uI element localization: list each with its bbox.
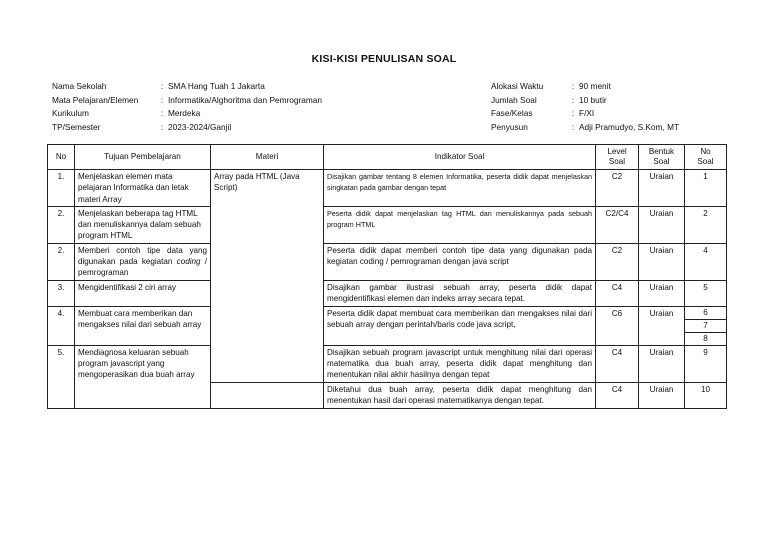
row-nosoal: 9: [685, 345, 727, 382]
meta-value: 2023-2024/Ganjil: [168, 121, 232, 132]
meta-colon: :: [571, 81, 575, 91]
row-no: 1.: [48, 170, 75, 207]
meta-label: Fase/Kelas: [491, 108, 533, 119]
row-indikator: Disajikan gambar tentang 8 elemen Informatika, peserta didik dapat menjelaskan singkatan pada gambar dengan tepat: [324, 170, 596, 207]
table-row: [48, 243, 727, 280]
row-tujuan: Mengidentifikasi 2 ciri array: [75, 280, 211, 306]
row-tujuan: Membuat cara memberikan dan mengakses nilai dari sebuah array: [75, 306, 211, 345]
row-no: 2.: [48, 206, 75, 243]
meta-row-time: [491, 80, 679, 94]
row-level: C2/C4: [596, 206, 639, 243]
row-bentuk: Uraian: [639, 345, 685, 382]
meta-value: SMA Hang Tuah 1 Jakarta: [168, 81, 265, 91]
meta-row-count: [491, 94, 679, 108]
row-level: C2: [596, 170, 639, 207]
table-row: [48, 280, 727, 306]
row-bentuk: Uraian: [639, 280, 685, 306]
header-no: No: [48, 145, 75, 170]
row-indikator: Diketahui dua buah array, peserta didik dapat menghitung dan menentukan hasil dari operasi matematikanya dengan tepat.: [324, 382, 596, 408]
meta-value: 90 menit: [579, 81, 611, 91]
meta-value: Merdeka: [168, 108, 201, 119]
row-materi: Array pada HTML (Java Script): [211, 170, 324, 383]
row-materi-empty: [211, 382, 324, 408]
header-bentuk-line2: Soal: [653, 157, 670, 166]
row-tujuan-italic: coding: [176, 257, 201, 267]
header-tujuan: Tujuan Pembelajaran: [75, 145, 211, 170]
meta-value: Adji Pramudyo, S.Kom, MT: [579, 121, 680, 132]
row-indikator: Peserta didik dapat membuat cara memberikan dan mengakses nilai dari sebuah array dengan perintah/baris code java script,: [324, 306, 596, 345]
meta-colon: :: [160, 81, 164, 91]
meta-colon: :: [571, 108, 575, 119]
row-nosoal: 6: [685, 307, 726, 320]
row-indikator: Disajikan gambar ilustrasi sebuah array, peserta didik dapat mengidentifikasi elemen dan indeks array secara tepat.: [324, 280, 596, 306]
row-bentuk: Uraian: [639, 243, 685, 280]
row-tujuan: Mendiagnosa keluaran sebuah program javascript yang mengoperasikan dua buah array: [75, 345, 211, 408]
meta-left-block: [52, 80, 322, 134]
header-materi: Materi: [211, 145, 324, 170]
row-bentuk: Uraian: [639, 170, 685, 207]
header-nosoal-line2: Soal: [697, 157, 714, 166]
meta-value: F/XI: [579, 108, 595, 119]
row-nosoal: 2: [685, 206, 727, 243]
meta-label: Kurikulum: [52, 108, 89, 119]
table-row: [48, 306, 727, 345]
row-nosoal: 8: [703, 333, 708, 343]
meta-row-subject: [52, 94, 322, 108]
meta-right-block: [491, 80, 679, 134]
meta-label: Alokasi Waktu: [491, 81, 544, 91]
meta-colon: :: [160, 94, 164, 105]
header-level: [596, 145, 639, 170]
row-tujuan: Menjelaskan beberapa tag HTML dan menuliskannya dalam sebuah program HTML: [75, 206, 211, 243]
row-no: 4.: [48, 306, 75, 345]
row-indikator: Disajikan sebuah program javascript untuk menghitung nilai dari operasi matematika dua buah array, peserta didik dapat menghitung dan menentukan nilai akhir hasilnya dengan tepat: [324, 345, 596, 382]
table-row: [48, 170, 727, 207]
row-nosoal: 7: [685, 320, 726, 333]
row-nosoal: 10: [685, 382, 727, 408]
header-bentuk-line1: Bentuk: [648, 146, 675, 156]
row-no: 3.: [48, 280, 75, 306]
row-nosoal: 5: [685, 280, 727, 306]
row-tujuan: Menjelaskan elemen mata pelajaran Informatika dan letak materi Array: [75, 170, 211, 207]
row-no: 5.: [48, 345, 75, 408]
row-nosoal: 1: [685, 170, 727, 207]
meta-row-school: [52, 80, 322, 94]
meta-row-semester: [52, 121, 322, 135]
header-nosoal-line1: No: [700, 146, 711, 156]
meta-value: Informatika/Alghoritma dan Pemrograman: [168, 94, 323, 105]
table-row: [48, 206, 727, 243]
row-level: C4: [596, 280, 639, 306]
meta-colon: :: [160, 121, 164, 132]
meta-row-curriculum: [52, 107, 322, 121]
row-bentuk: Uraian: [639, 206, 685, 243]
row-indikator: Peserta didik dapat memberi contoh tipe data yang digunakan pada kegiatan coding / pemrograman dengan java script: [324, 243, 596, 280]
row-tujuan-part: / pemrograman: [78, 257, 207, 278]
row-tujuan-part: Memberi contoh tipe data yang digunakan pada kegiatan: [78, 245, 207, 267]
row-indikator: Peserta didik dapat menjelaskan tag HTML dan menuliskannya pada sebuah program HTML: [324, 206, 596, 243]
meta-label: Mata Pelajaran/Elemen: [52, 94, 139, 105]
table-row: [48, 345, 727, 382]
table-header-row: [48, 145, 727, 170]
meta-colon: :: [571, 94, 575, 105]
row-level: C4: [596, 345, 639, 382]
row-tujuan: [75, 243, 211, 280]
row-level: C6: [596, 306, 639, 345]
kisi-kisi-table: [47, 144, 727, 409]
header-bentuk: [639, 145, 685, 170]
row-nosoal-multi: [685, 306, 727, 345]
header-nosoal: [685, 145, 727, 170]
row-level: C4: [596, 382, 639, 408]
row-bentuk: Uraian: [639, 306, 685, 345]
row-no: 2.: [48, 243, 75, 280]
meta-colon: :: [571, 121, 575, 132]
meta-label: TP/Semester: [52, 121, 101, 132]
header-level-line1: Level: [607, 146, 627, 156]
meta-label: Nama Sekolah: [52, 81, 107, 91]
meta-label: Penyusun: [491, 121, 528, 132]
meta-row-phase: [491, 107, 679, 121]
row-level: C2: [596, 243, 639, 280]
meta-row-author: [491, 121, 679, 135]
row-bentuk: Uraian: [639, 382, 685, 408]
header-level-line2: Soal: [608, 157, 626, 166]
row-nosoal: 4: [685, 243, 727, 280]
meta-value: 10 butir: [579, 94, 607, 105]
header-indikator: Indikator Soal: [324, 145, 596, 170]
meta-label: Jumlah Soal: [491, 94, 537, 105]
page-title: KISI-KISI PENULISAN SOAL: [311, 53, 457, 65]
meta-colon: :: [160, 108, 164, 119]
